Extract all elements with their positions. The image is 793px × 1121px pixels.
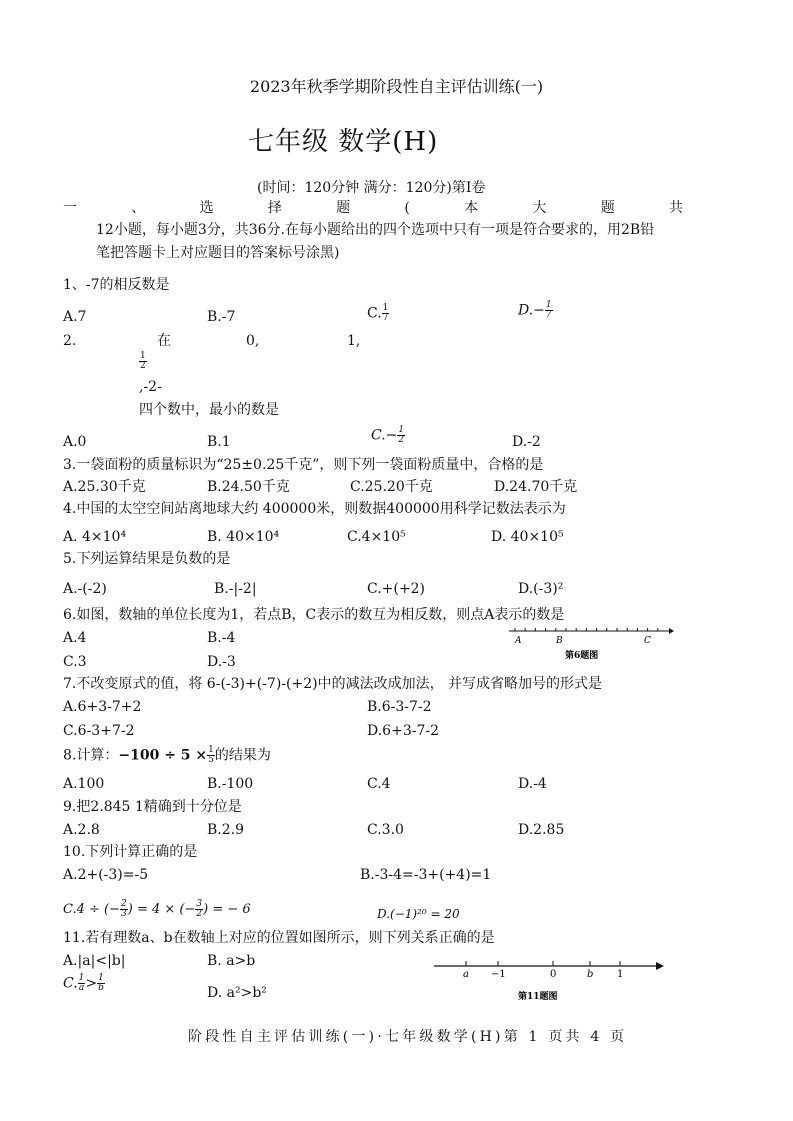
q7-option-a: A.6+3-7+2 [63,699,142,715]
q7-option-b: B.6-3-7-2 [367,699,432,715]
q11-option-b: B. a>b [207,953,256,969]
q6-option-a: A.4 [63,630,87,646]
page-footer: 阶段性自主评估训练(一)·七年级数学(H)第 1 页共 4 页 [188,1029,628,1045]
q7-option-c: C.6-3+7-2 [63,723,135,739]
label-a: a [463,969,469,980]
section-instructions-line3: 笔把答题卡上对应题目的答案标号涂黑) [96,245,340,261]
arrow-icon [656,962,664,970]
number-line-ticks [466,961,620,966]
q8-option-a: A.100 [63,776,105,792]
figure-caption: 第6题图 [565,651,599,661]
q2-stem: 四个数中，最小的数是 [139,402,279,418]
q10-option-c: C.4 ÷ (− $\frac{2}{3}$ ) = 4 × (− $\frac{3}{2}$ ) = − 6 [63,899,251,919]
q8-option-d: D.-4 [518,776,547,792]
q11-stem: 11.若有理数a、b在数轴上对应的位置如图所示，则下列关系正确的是 [63,930,495,946]
q9-stem: 9.把2.845 1精确到十分位是 [63,799,242,815]
section-heading-spread: 一 、 选 择 题 ( 本 大 题 共 [63,200,683,216]
arrow-icon [669,628,674,634]
exam-series-title: 2023年秋季学期阶段性自主评估训练(一) [249,77,544,96]
figure-caption: 第11题图 [518,992,558,1002]
q4-option-d: D. 40×10⁵ [491,529,564,545]
q6-option-d: D.-3 [207,654,236,670]
page-title: 七年级 数学(H) [248,127,439,157]
q9-option-b: B.2.9 [207,822,245,838]
q1-option-d: D.− $\frac{1}{7}$ [518,300,552,320]
q2-option-a: A.0 [63,434,87,450]
q4-option-a: A. 4×10⁴ [63,529,127,545]
section-instructions-line2: 12小题，每小题3分，共36分.在每小题给出的四个选项中只有一项是符合要求的，用2B铅 [96,222,655,238]
q6-stem: 6.如图，数轴的单位长度为1，若点B，C表示的数互为相反数，则点A表示的数是 [63,607,565,623]
label-b: b [587,969,594,980]
q5-stem: 5.下列运算结果是负数的是 [63,551,231,567]
q10-option-b: B.-3-4=-3+(+4)=1 [360,867,492,883]
q7-stem: 7.不改变原式的值，将 6-(-3)+(-7)-(+2)中的减法改成加法， 并写成省略加号的形式是 [63,676,603,692]
q5-option-a: A.-(-2) [63,581,107,597]
q3-option-d: D.24.70千克 [494,479,578,495]
label-1: 1 [617,969,624,980]
q8-option-b: B.-100 [207,776,254,792]
q4-option-c: C.4×10⁵ [347,529,406,545]
q9-option-a: A.2.8 [63,822,100,838]
q1-option-b: B.-7 [207,309,236,325]
q2-value-1: 1, [347,333,361,349]
q1-stem: 1、-7的相反数是 [63,277,170,293]
label-0: 0 [550,969,557,980]
q1-option-c: C. $\frac{1}{7}$ [367,303,389,323]
q10-option-a: A.2+(-3)=-5 [63,867,149,883]
label-a: A [515,636,522,646]
q2-fraction: $\frac{1}{2}$ [140,351,146,371]
q10-option-d: D.(−1)²⁰ = 20 [377,907,460,921]
q11-option-c: C. $\frac{1}{a}$ > $\frac{1}{b}$ [63,973,104,993]
q3-stem: 3.一袋面粉的质量标识为“25±0.25千克”，则下列一袋面粉质量中，合格的是 [63,457,544,473]
label-c: C [644,636,651,646]
q5-option-c: C.+(+2) [367,581,425,597]
q2-option-d: D.-2 [512,434,541,450]
q2-value-0: 0, [246,333,260,349]
q9-option-d: D.2.85 [518,822,565,838]
q9-option-c: C.3.0 [367,822,404,838]
q6-number-line-figure [505,624,675,662]
q2-value-neg2: ,-2- [139,379,162,395]
q5-option-d: D.(-3)² [518,581,564,597]
q11-option-a: A.|a|<|b| [63,953,126,969]
q1-option-a: A.7 [63,309,87,325]
q8-stem: 8.计算：−100 ÷ 5 × $\frac{1}{5}$ 的结果为 [63,745,271,765]
q6-option-b: B.-4 [207,630,236,646]
q4-option-b: B. 40×10⁴ [207,529,280,545]
q7-option-d: D.6+3-7-2 [367,723,439,739]
q2-number: 2. [63,333,77,349]
q2-word-zai: 在 [157,333,171,349]
exam-info: (时间：120分钟 满分：120分)第Ⅰ卷 [257,180,486,196]
q11-number-line-figure [430,954,670,1002]
q2-option-c: C.− $\frac{1}{2}$ [371,425,405,445]
q3-option-b: B.24.50千克 [207,479,290,495]
label-neg1: −1 [491,969,506,980]
label-b: B [556,636,563,646]
fraction: $\frac{1}{7}$ [382,303,389,323]
q3-option-c: C.25.20千克 [350,479,433,495]
q11-option-d: D. a²>b² [207,985,267,1001]
q2-option-b: B.1 [207,434,231,450]
q3-option-a: A.25.30千克 [63,479,146,495]
q4-stem: 4.中国的太空空间站离地球大约 400000米，则数据400000用科学记数法表示为 [63,501,566,517]
q8-option-c: C.4 [367,776,391,792]
q5-option-b: B.-|-2| [214,581,257,597]
fraction: $\frac{1}{7}$ [545,300,552,320]
q6-option-c: C.3 [63,654,87,670]
q10-stem: 10.下列计算正确的是 [63,844,198,860]
